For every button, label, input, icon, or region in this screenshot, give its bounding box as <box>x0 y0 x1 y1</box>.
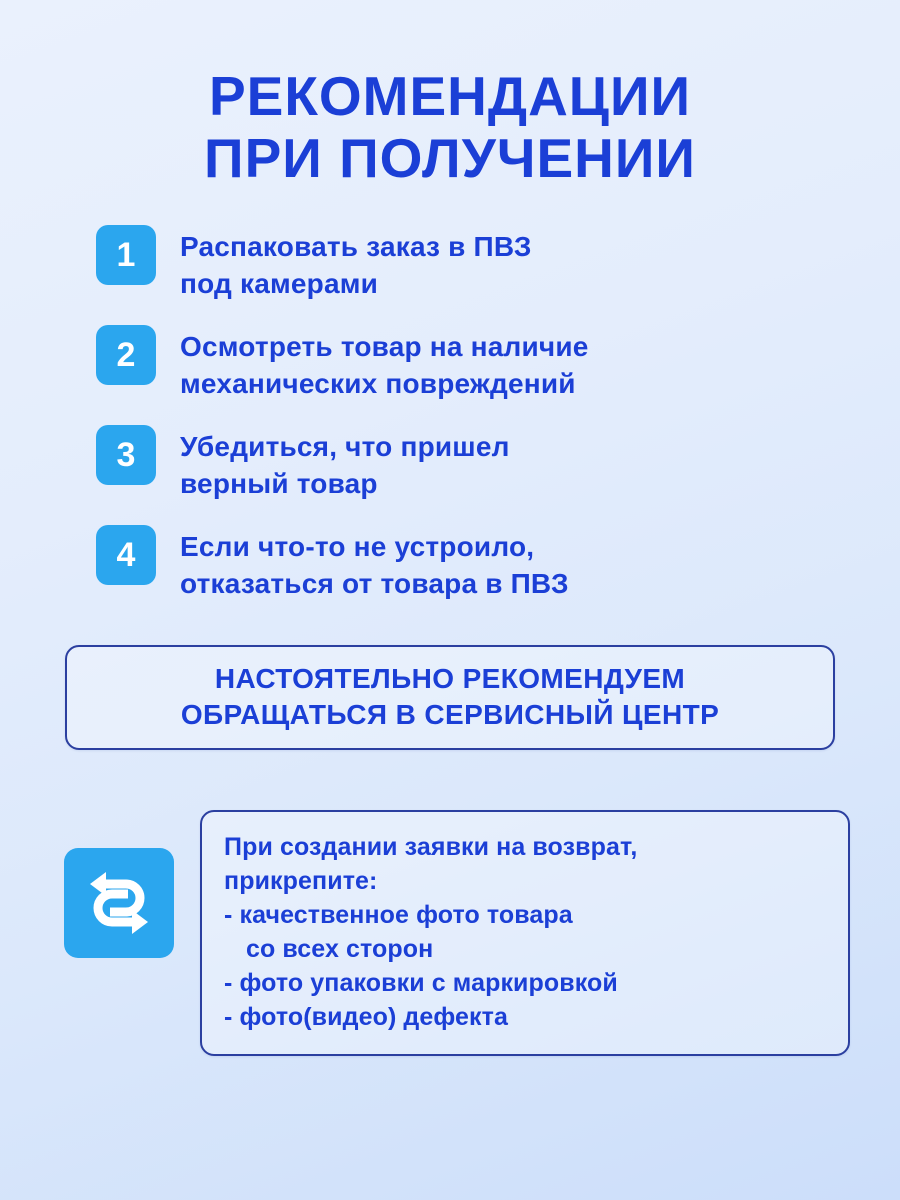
note-line-2: прикрепите: <box>224 867 378 896</box>
return-arrows-icon <box>64 848 174 958</box>
note-line-4: со всех сторон <box>246 935 434 964</box>
step-number-badge: 4 <box>96 525 156 585</box>
step-text-line-1: Осмотреть товар на наличие <box>180 331 589 363</box>
list-item <box>96 225 850 303</box>
list-item <box>96 325 850 403</box>
note-line-3: - качественное фото товара <box>224 901 573 930</box>
step-text <box>180 325 589 403</box>
note-line-1: При создании заявки на возврат, <box>224 833 638 862</box>
page-title-line-1: РЕКОМЕНДАЦИИ <box>208 65 692 127</box>
callout-line-2: ОБРАЩАТЬСЯ В СЕРВИСНЫЙ ЦЕНТР <box>180 698 720 730</box>
service-center-callout <box>65 645 835 751</box>
step-text-line-2: верный товар <box>180 467 378 499</box>
step-text-line-2: под камерами <box>180 268 379 300</box>
step-number-badge: 2 <box>96 325 156 385</box>
step-text-line-1: Распаковать заказ в ПВЗ <box>180 231 532 263</box>
list-item <box>96 525 850 603</box>
step-number-badge: 3 <box>96 425 156 485</box>
return-instructions-block <box>40 810 860 1056</box>
return-note-card <box>200 810 850 1056</box>
page-title <box>40 66 860 189</box>
callout-line-1: НАСТОЯТЕЛЬНО РЕКОМЕНДУЕМ <box>214 662 686 694</box>
page-title-line-2: ПРИ ПОЛУЧЕНИИ <box>204 126 696 189</box>
step-text-line-1: Убедиться, что пришел <box>180 431 510 462</box>
steps-list <box>40 225 860 603</box>
note-line-6: - фото(видео) дефекта <box>224 1003 509 1032</box>
step-text <box>180 525 569 603</box>
list-item <box>96 425 850 503</box>
step-text-line-2: механических повреждений <box>180 368 576 400</box>
step-text-line-2: отказаться от товара в ПВЗ <box>180 567 569 599</box>
note-line-5: - фото упаковки с маркировкой <box>224 969 618 998</box>
step-text <box>180 225 532 303</box>
step-text-line-1: Если что-то не устроило, <box>180 530 535 562</box>
step-number-badge: 1 <box>96 225 156 285</box>
step-text <box>180 425 510 503</box>
